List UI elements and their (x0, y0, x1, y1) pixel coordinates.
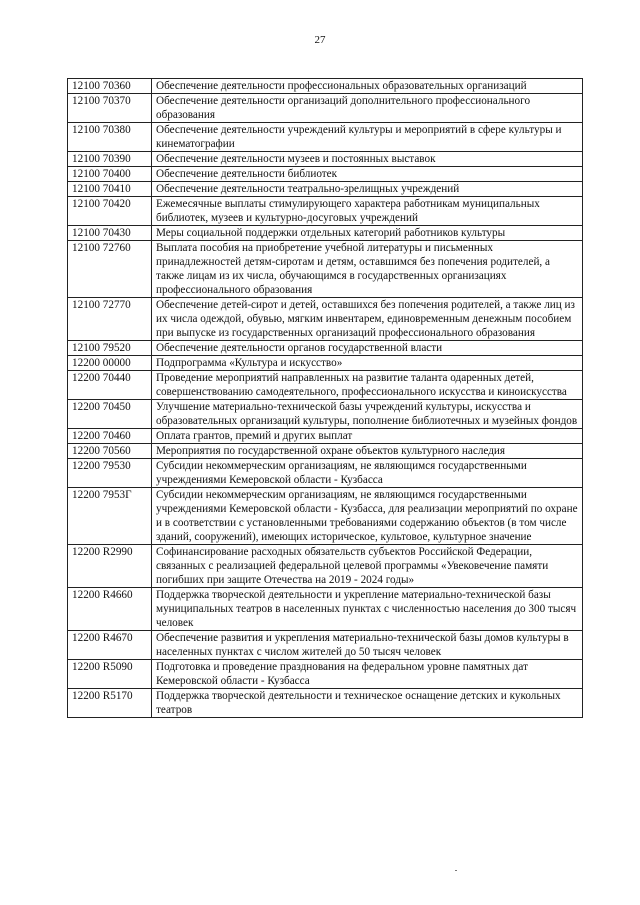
row-description: Меры социальной поддержки отдельных категорий работников культуры (152, 226, 583, 241)
row-code: 12100 70360 (68, 79, 152, 94)
table-row (68, 371, 583, 400)
table-row (68, 123, 583, 152)
table-row (68, 94, 583, 123)
table-row (68, 167, 583, 182)
row-code: 12200 00000 (68, 356, 152, 371)
row-code: 12200 R5170 (68, 689, 152, 718)
row-code: 12200 70560 (68, 444, 152, 459)
row-description: Оплата грантов, премий и других выплат (152, 429, 583, 444)
row-description: Поддержка творческой деятельности и укрепление материально-технической базы муниципальных театров в населенных пунктах с численностью населения до 300 тысяч человек (152, 588, 583, 631)
row-description: Обеспечение деятельности органов государственной власти (152, 341, 583, 356)
budget-classification-table (67, 78, 583, 718)
row-description: Ежемесячные выплаты стимулирующего характера работникам муниципальных библиотек, музеев и культурно-досуговых учреждений (152, 197, 583, 226)
row-description: Обеспечение деятельности библиотек (152, 167, 583, 182)
table-row (68, 241, 583, 298)
row-description: Обеспечение деятельности учреждений культуры и мероприятий в сфере культуры и кинематографии (152, 123, 583, 152)
table-row (68, 400, 583, 429)
table-row (68, 660, 583, 689)
row-code: 12100 70380 (68, 123, 152, 152)
row-code: 12200 R4660 (68, 588, 152, 631)
row-code: 12200 70460 (68, 429, 152, 444)
row-description: Выплата пособия на приобретение учебной литературы и письменных принадлежностей детям-сиротам и детям, оставшимся без попечения родителей, а также лицам из их числа, обучающимся в государственных организациях профессионального образования (152, 241, 583, 298)
row-code: 12200 70450 (68, 400, 152, 429)
row-code: 12200 R5090 (68, 660, 152, 689)
row-description: Подпрограмма «Культура и искусство» (152, 356, 583, 371)
row-code: 12100 70370 (68, 94, 152, 123)
row-code: 12100 79520 (68, 341, 152, 356)
row-description: Обеспечение деятельности театрально-зрелищных учреждений (152, 182, 583, 197)
row-code: 12200 79530 (68, 459, 152, 488)
row-description: Проведение мероприятий направленных на развитие таланта одаренных детей, совершенствованию самодеятельного, профессионального искусства и киноискусства (152, 371, 583, 400)
row-code: 12100 70400 (68, 167, 152, 182)
table-row (68, 152, 583, 167)
table-row (68, 226, 583, 241)
table-row (68, 341, 583, 356)
table-row (68, 356, 583, 371)
row-code: 12100 70410 (68, 182, 152, 197)
table-row (68, 588, 583, 631)
table-row (68, 182, 583, 197)
row-description: Поддержка творческой деятельности и техническое оснащение детских и кукольных театров (152, 689, 583, 718)
row-code: 12100 72770 (68, 298, 152, 341)
table-row (68, 689, 583, 718)
row-code: 12100 72760 (68, 241, 152, 298)
row-description: Обеспечение детей-сирот и детей, оставшихся без попечения родителей, а также лиц из их числа одеждой, обувью, мягким инвентарем, единовременным денежным пособием при выпуске из государственных организаций профессионального образования (152, 298, 583, 341)
row-code: 12100 70390 (68, 152, 152, 167)
row-code: 12200 R2990 (68, 545, 152, 588)
table-row (68, 488, 583, 545)
row-description: Обеспечение развития и укрепления материально-технической базы домов культуры в населенных пунктах с числом жителей до 50 тысяч человек (152, 631, 583, 660)
row-description: Софинансирование расходных обязательств субъектов Российской Федерации, связанных с реализацией федеральной целевой программы «Увековечение памяти погибших при защите Отечества на 2019 - 2024 годы» (152, 545, 583, 588)
row-description: Субсидии некоммерческим организациям, не являющимся государственными учреждениями Кемеровской области - Кузбасса (152, 459, 583, 488)
row-code: 12200 7953Г (68, 488, 152, 545)
table-row (68, 545, 583, 588)
table-row (68, 79, 583, 94)
table-row (68, 429, 583, 444)
page-number: 27 (314, 34, 326, 46)
row-description: Обеспечение деятельности профессиональных образовательных организаций (152, 79, 583, 94)
row-code: 12100 70430 (68, 226, 152, 241)
row-description: Обеспечение деятельности организаций дополнительного профессионального образования (152, 94, 583, 123)
table-row (68, 631, 583, 660)
table-row (68, 444, 583, 459)
row-code: 12200 70440 (68, 371, 152, 400)
row-description: Субсидии некоммерческим организациям, не являющимся государственными учреждениями Кемеровской области - Кузбасса, для реализации мероприятий по охране и в соответствии с установленными требованиями содержанию объектов (в том числе зданий, сооружений), имеющих историческое, культовое, культурное значение (152, 488, 583, 545)
row-description: Подготовка и проведение празднования на федеральном уровне памятных дат Кемеровской области - Кузбасса (152, 660, 583, 689)
row-description: Мероприятия по государственной охране объектов культурного наследия (152, 444, 583, 459)
table-row (68, 298, 583, 341)
table-row (68, 459, 583, 488)
scan-speck (455, 870, 457, 871)
row-code: 12200 R4670 (68, 631, 152, 660)
row-description: Обеспечение деятельности музеев и постоянных выставок (152, 152, 583, 167)
row-code: 12100 70420 (68, 197, 152, 226)
row-description: Улучшение материально-технической базы учреждений культуры, искусства и образовательных организаций культуры, пополнение библиотечных и музейных фондов (152, 400, 583, 429)
table-row (68, 197, 583, 226)
